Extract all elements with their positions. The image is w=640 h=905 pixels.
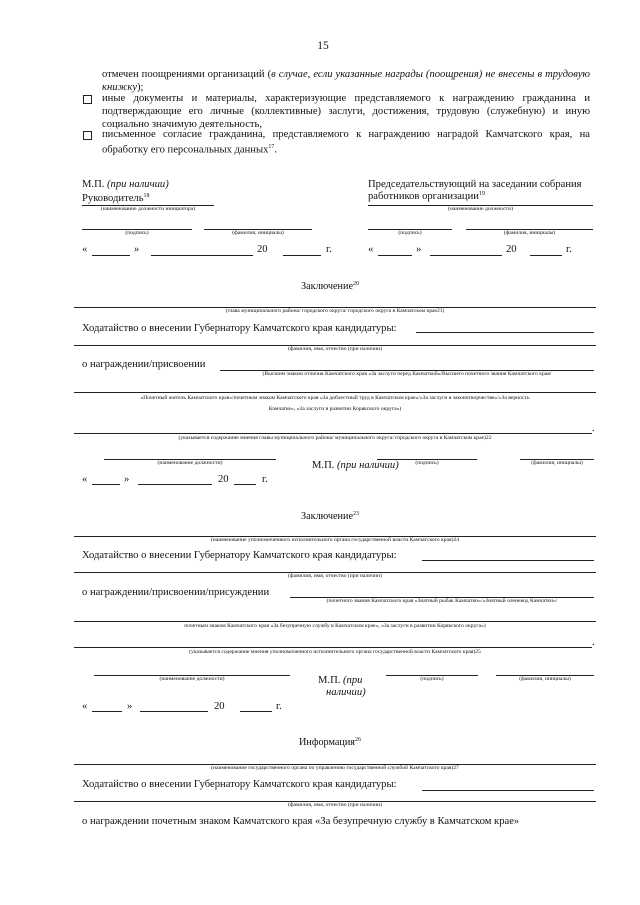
org-caption: (наименование уполномоченного исполнительного органа государственной власти Камчатского края)24 <box>210 537 460 543</box>
petition-line <box>422 790 594 791</box>
year-prefix: 20 <box>218 474 229 485</box>
podpis-caption: (подпись) <box>125 230 149 236</box>
mp-label: М.П. (при наличии) <box>312 460 399 471</box>
petition-line <box>416 332 594 333</box>
year-suffix: г. <box>326 244 332 255</box>
fio-caption: (фамилия, инициалы) <box>531 460 583 466</box>
fio-caption: (фамилия, инициалы) <box>232 230 284 236</box>
fio-caption: (фамилия, имя, отчество (при наличии) <box>288 573 382 579</box>
fio-caption: (фамилия, имя, отчество (при наличии) <box>288 802 382 808</box>
list-item-continuation <box>102 68 590 94</box>
petition-text: Ходатайство о внесении Губернатору Камчатского края кандидатуры: <box>82 779 397 790</box>
quote-close: » <box>127 701 133 712</box>
year-suffix: г. <box>276 701 282 712</box>
mp-label: М.П. (при наличии) <box>82 179 169 190</box>
year-prefix: 20 <box>257 244 268 255</box>
date-month-line <box>430 255 502 256</box>
award-caption-2: «Почетный житель Камчатского края»/почетным знаком Камчатского края «За доблестный труд в Камчатском крае»/«За заслуги в законотворчестве»/«За верность <box>140 395 530 401</box>
award-caption-2: почетным знаком Камчатского края «За безупречную службу в Камчатском крае», «За заслуги в развитии Корякского округа») <box>184 623 486 629</box>
award-caption-3: Камчатке», «За заслуги в развитии Корякского округа») <box>268 406 402 412</box>
period: . <box>592 637 595 648</box>
list-cont-end: ); <box>137 82 144 93</box>
award-line-2 <box>74 392 596 393</box>
period: . <box>592 423 595 434</box>
quote-open: « <box>368 244 374 255</box>
checkbox-icon <box>83 95 92 104</box>
conclusion-1-title: Заключение$^{20}$ <box>301 281 359 292</box>
award-line-2 <box>74 621 596 622</box>
page-number: 15 <box>317 40 329 52</box>
date-day-line <box>92 711 122 712</box>
footnote-ref: 17 <box>268 144 275 150</box>
list-cont-text: отмечен поощрениями организаций ( <box>102 69 272 80</box>
quote-close: » <box>416 244 422 255</box>
petition-text: Ходатайство о внесении Губернатору Камчатского края кандидатуры: <box>82 323 397 334</box>
chair-caption: (наименование должности) <box>447 206 513 212</box>
award-caption: (почетного звания Камчатского края «Знатный рыбак Камчатки»/«Знатный оленевод Камчатки»/ <box>326 598 558 604</box>
chair-label-1: Председательствующий на заседании собрания <box>368 179 582 190</box>
conclusion-2-title: Заключение$^{23}$ <box>301 511 359 522</box>
year-suffix: г. <box>262 474 268 485</box>
org-caption: (наименование государственного органа по управлению государственной службой Камчатского края)27 <box>211 765 459 771</box>
date-year-line <box>283 255 321 256</box>
head-caption: (наименование должности инициатора) <box>100 206 196 212</box>
fio-caption: (фамилия, инициалы) <box>503 230 556 236</box>
award-caption: (Высшим знаком отличия Камчатского края «За заслуги перед Камчаткой»/Высшего почетного звания Камчатского края/ <box>262 371 552 377</box>
list-item-documents: иные документы и материалы, характеризующие представляемого к награждению гражданина и подтверждающие его личные (коллективные) заслуги, достижения, трудовую (служебную) и иную социально значимую деятельность, <box>102 93 590 130</box>
quote-open: « <box>82 701 88 712</box>
fio-caption: (фамилия, имя, отчество (при наличии) <box>288 346 382 352</box>
head-label: Руководитель$^{18}$ <box>82 193 150 204</box>
date-day-line <box>92 484 120 485</box>
date-day-line <box>378 255 412 256</box>
award-label: о награждении/присвоении/присуждении <box>82 587 270 598</box>
opinion-caption: (указывается содержание мнения уполномоченного исполнительного органа государственной власти Камчатского края)25 <box>189 649 481 655</box>
year-prefix: 20 <box>506 244 517 255</box>
year-prefix: 20 <box>214 701 225 712</box>
date-year-line <box>240 711 272 712</box>
list-cont-italic: в случае, если указанные награды (поощрения) не внесены в трудовую книжку <box>102 69 590 93</box>
quote-close: » <box>134 244 140 255</box>
position-caption: (наименование должности) <box>159 676 225 682</box>
list-consent-text: письменное согласие гражданина, представляемого к награждению наградой Камчатского края, на обработку его персональных данных <box>102 129 590 156</box>
position-caption: (наименование должности) <box>157 460 223 466</box>
quote-open: « <box>82 244 88 255</box>
information-title: Информация$^{26}$ <box>299 737 361 748</box>
list-item-consent <box>102 128 590 157</box>
org-caption: (глава муниципального района/ городского округа/ городского округа в Камчатском крае21) <box>225 308 445 314</box>
petition-text: Ходатайство о внесении Губернатору Камчатского края кандидатуры: <box>82 550 397 561</box>
date-year-line <box>530 255 562 256</box>
fio-caption: (фамилия, инициалы) <box>519 676 571 682</box>
date-month-line <box>151 255 253 256</box>
year-suffix: г. <box>566 244 572 255</box>
podpis-caption: (подпись) <box>420 676 444 682</box>
podpis-caption: (подпись) <box>415 460 439 466</box>
opinion-caption: (указывается содержание мнения главы муниципального района/ муниципального округа/ городского округа в Камчатском крае)22 <box>178 435 492 441</box>
date-month-line <box>138 484 212 485</box>
date-day-line <box>92 255 130 256</box>
mp-label: М.П. (при <box>318 675 363 686</box>
chair-label-2: работников организации$^{19}$ <box>368 191 485 202</box>
opinion-line <box>74 647 592 648</box>
petition-line <box>422 560 594 561</box>
checkbox-icon <box>83 131 92 140</box>
list-consent-end: . <box>274 144 278 156</box>
mp-label-cont: наличии) <box>326 687 366 698</box>
date-month-line <box>140 711 208 712</box>
date-year-line <box>234 484 256 485</box>
quote-open: « <box>82 474 88 485</box>
award-label: о награждении/присвоении <box>82 359 206 370</box>
quote-close: » <box>124 474 130 485</box>
podpis-caption: (подпись) <box>398 230 422 236</box>
award-text: о награждении почетным знаком Камчатского края «За безупречную службу в Камчатском крае» <box>82 816 520 827</box>
opinion-line <box>74 433 592 434</box>
